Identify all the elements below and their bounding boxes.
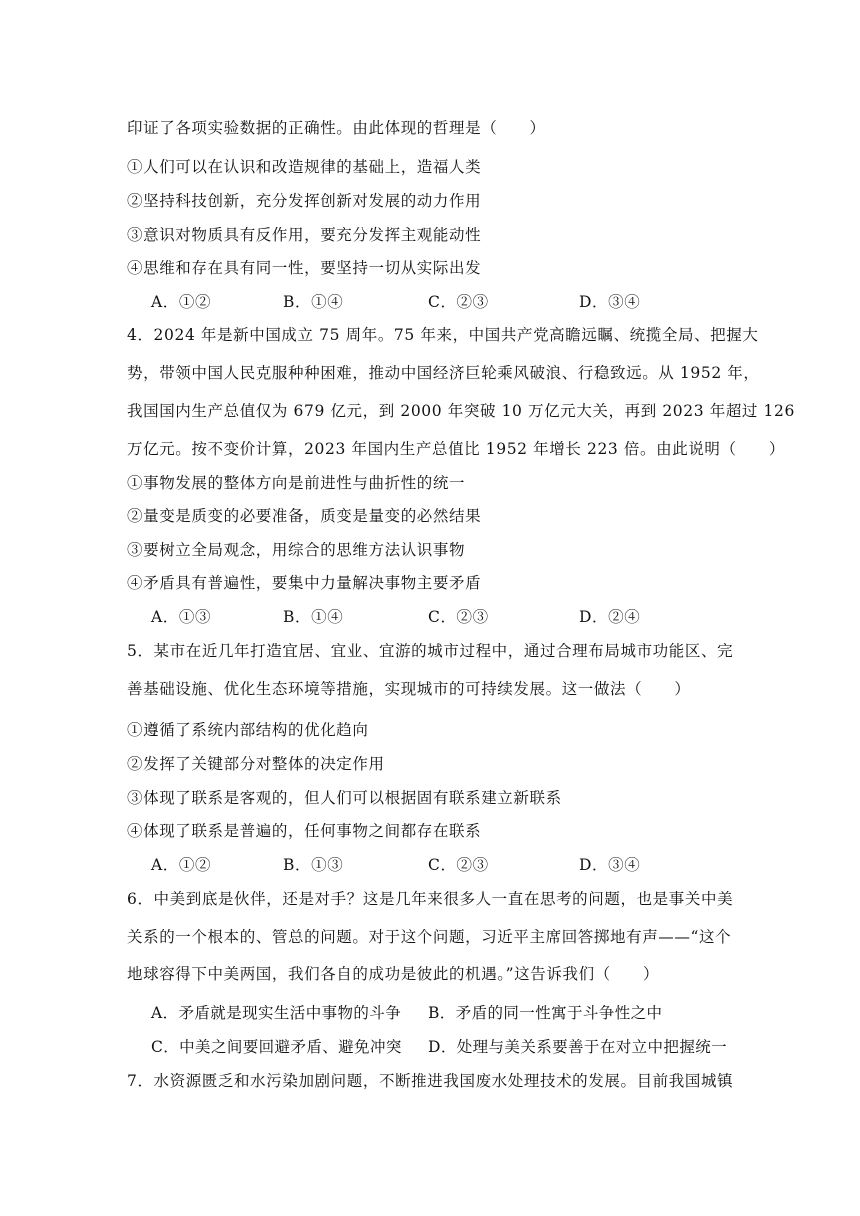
q6-stem-line-2: 关系的一个根本的、管总的问题。对于这个问题，习近平主席回答掷地有声——“这个	[127, 928, 732, 946]
q6-stem-line-1: 6．中美到底是伙伴，还是对手？这是几年来很多人一直在思考的问题，也是事关中美	[127, 890, 734, 908]
q5-option-d[interactable]: D．③④	[579, 856, 641, 874]
q6-options-row-2	[151, 1037, 771, 1057]
q4-option-b[interactable]: B．①④	[283, 608, 344, 626]
q7-stem-line-1: 7．水资源匮乏和水污染加剧问题，不断推进我国废水处理技术的发展。目前我国城镇	[127, 1072, 734, 1090]
q4-statement-2: ②量变是质变的必要准备，质变是量变的必然结果	[127, 507, 482, 525]
q4-option-a[interactable]: A．①③	[151, 608, 212, 626]
q6-option-a[interactable]: A．矛盾就是现实生活中事物的斗争	[151, 1004, 402, 1022]
q4-option-c[interactable]: C．②③	[428, 608, 489, 626]
q5-option-c[interactable]: C．②③	[428, 856, 489, 874]
q5-options	[151, 855, 771, 875]
q3-statement-2: ②坚持科技创新，充分发挥创新对发展的动力作用	[127, 192, 482, 210]
q6-option-b[interactable]: B．矛盾的同一性寓于斗争性之中	[428, 1004, 663, 1022]
q5-stem-line-2: 善基础设施、优化生态环境等措施，实现城市的可持续发展。这一做法（ ）	[127, 680, 691, 698]
q3-option-c[interactable]: C．②③	[428, 293, 489, 311]
q5-option-b[interactable]: B．①③	[283, 856, 344, 874]
q3-statement-3: ③意识对物质具有反作用，要充分发挥主观能动性	[127, 226, 482, 244]
q4-statement-3: ③要树立全局观念，用综合的思维方法认识事物	[127, 541, 466, 559]
q3-option-d[interactable]: D．③④	[579, 293, 641, 311]
q5-stem-line-1: 5．某市在近几年打造宜居、宜业、宜游的城市过程中，通过合理布局城市功能区、完	[127, 642, 734, 660]
q3-statement-1: ①人们可以在认识和改造规律的基础上，造福人类	[127, 158, 482, 176]
q5-statement-3: ③体现了联系是客观的，但人们可以根据固有联系建立新联系	[127, 789, 562, 807]
q4-statement-1: ①事物发展的整体方向是前进性与曲折性的统一	[127, 474, 466, 492]
q4-stem-line-3: 我国国内生产总值仅为 679 亿元，到 2000 年突破 10 万亿元大关，再到 2023 年超过 126	[127, 402, 795, 420]
q4-statement-4: ④矛盾具有普遍性，要集中力量解决事物主要矛盾	[127, 574, 482, 592]
q5-statement-4: ④体现了联系是普遍的，任何事物之间都存在联系	[127, 822, 482, 840]
q4-options	[151, 607, 771, 627]
q3-stem-tail: 印证了各项实验数据的正确性。由此体现的哲理是（ ）	[127, 119, 546, 137]
q5-statement-1: ①遵循了系统内部结构的优化趋向	[127, 721, 369, 739]
q3-statement-4: ④思维和存在具有同一性，要坚持一切从实际出发	[127, 259, 482, 277]
q6-option-d[interactable]: D．处理与美关系要善于在对立中把握统一	[428, 1038, 728, 1056]
q5-option-a[interactable]: A．①②	[151, 856, 212, 874]
q4-stem-line-2: 势，带领中国人民克服种种困难，推动中国经济巨轮乘风破浪、行稳致远。从 1952 年，	[127, 364, 760, 382]
q6-option-c[interactable]: C．中美之间要回避矛盾、避免冲突	[151, 1038, 402, 1056]
q6-stem-line-3: 地球容得下中美两国，我们各自的成功是彼此的机遇。”这告诉我们（ ）	[127, 965, 660, 983]
q4-option-d[interactable]: D．②④	[579, 608, 641, 626]
q3-options	[151, 292, 771, 312]
q5-statement-2: ②发挥了关键部分对整体的决定作用	[127, 755, 385, 773]
q6-options-row-1	[151, 1003, 771, 1023]
q4-stem-line-1: 4．2024 年是新中国成立 75 周年。75 年来，中国共产党高瞻远瞩、统揽全局、把握大	[127, 326, 759, 344]
q3-option-b[interactable]: B．①④	[283, 293, 344, 311]
q3-option-a[interactable]: A．①②	[151, 293, 212, 311]
q4-stem-line-4: 万亿元。按不变价计算，2023 年国内生产总值比 1952 年增长 223 倍。由此说明（ ）	[127, 440, 785, 458]
